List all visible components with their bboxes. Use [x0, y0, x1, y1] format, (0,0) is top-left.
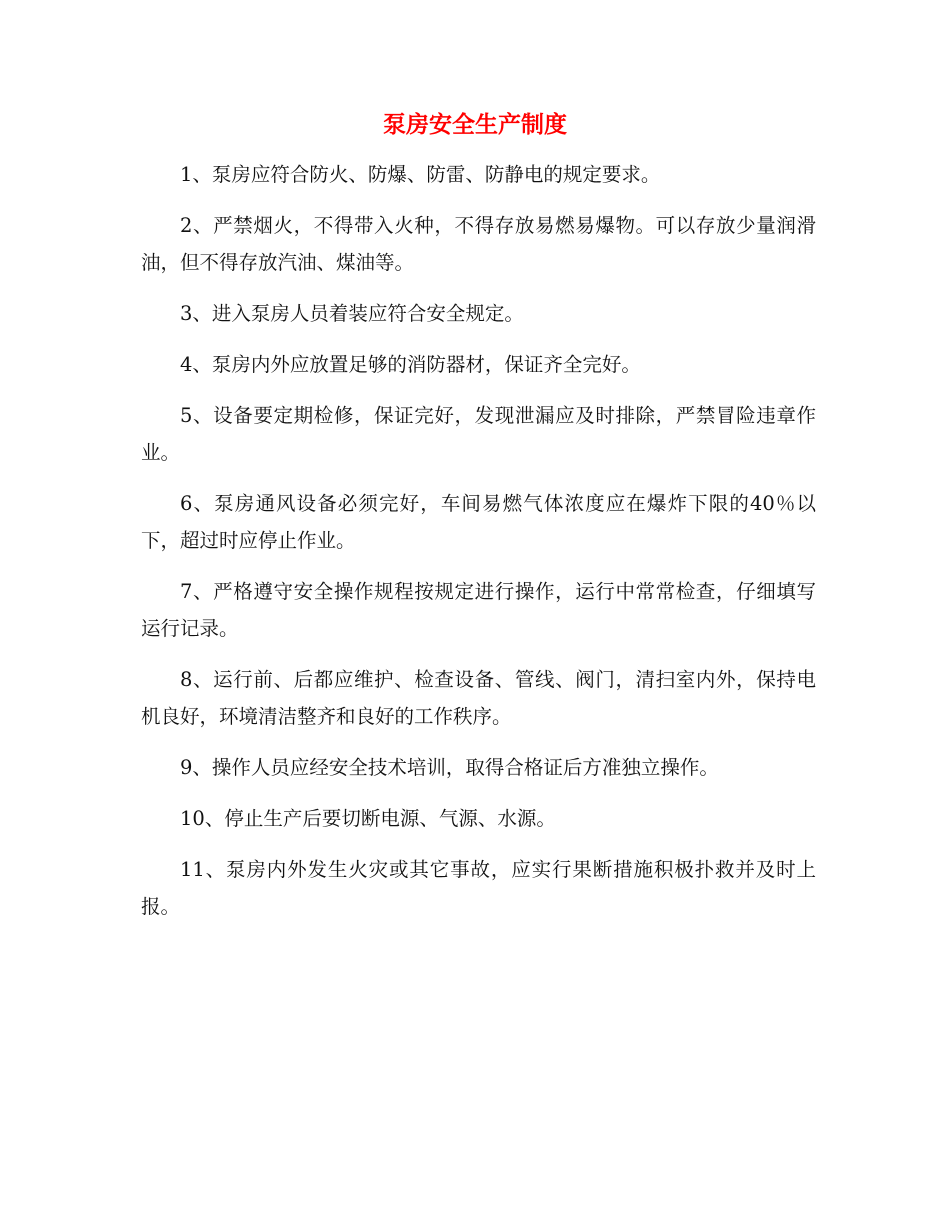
paragraph-6: 6、泵房通风设备必须完好，车间易燃气体浓度应在爆炸下限的40％以下，超过时应停止作业。 — [141, 492, 816, 552]
paragraph-2: 2、严禁烟火，不得带入火种，不得存放易燃易爆物。可以存放少量润滑油，但不得存放汽油、煤油等。 — [141, 214, 816, 274]
paragraph-8: 8、运行前、后都应维护、检查设备、管线、阀门，清扫室内外，保持电机良好，环境清洁整齐和良好的工作秩序。 — [141, 668, 816, 728]
paragraph-4: 4、泵房内外应放置足够的消防器材，保证齐全完好。 — [180, 353, 641, 376]
paragraph-5: 5、设备要定期检修，保证完好，发现泄漏应及时排除，严禁冒险违章作业。 — [141, 404, 816, 464]
document-body — [141, 156, 816, 939]
paragraph-1: 1、泵房应符合防火、防爆、防雷、防静电的规定要求。 — [180, 163, 661, 186]
paragraph-3: 3、进入泵房人员着装应符合安全规定。 — [180, 302, 524, 325]
paragraph-10: 10、停止生产后要切断电源、气源、水源。 — [180, 807, 556, 830]
paragraph-9: 9、操作人员应经安全技术培训，取得合格证后方准独立操作。 — [180, 756, 719, 779]
document-title: 泵房安全生产制度 — [383, 111, 567, 138]
paragraph-11: 11、泵房内外发生火灾或其它事故，应实行果断措施积极扑救并及时上报。 — [141, 858, 816, 918]
paragraph-7: 7、严格遵守安全操作规程按规定进行操作，运行中常常检查，仔细填写运行记录。 — [141, 580, 816, 640]
